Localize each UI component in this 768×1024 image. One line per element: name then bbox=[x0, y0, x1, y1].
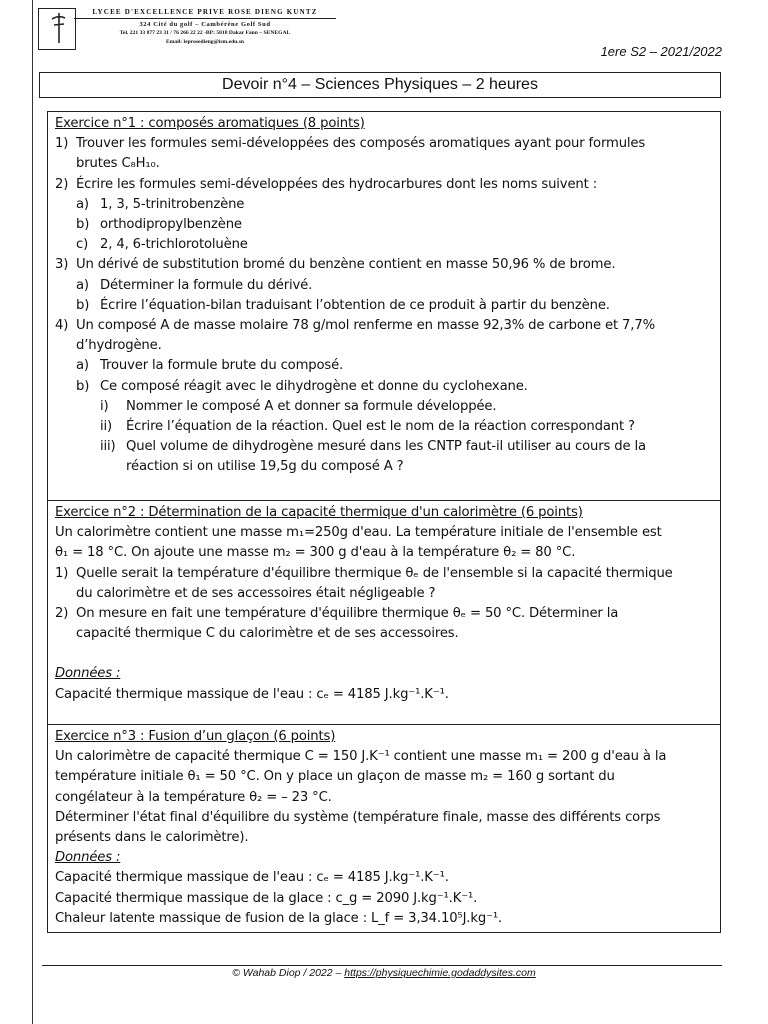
exercise-title: Exercice n°1 : composés aromatiques (8 points) bbox=[55, 116, 365, 131]
question-line bbox=[55, 377, 712, 397]
item-number: b) bbox=[76, 378, 90, 394]
item-number: 3) bbox=[55, 257, 69, 273]
page-margin-line bbox=[32, 0, 33, 1024]
question-line bbox=[55, 788, 712, 808]
exercise-1 bbox=[48, 112, 720, 501]
item-text: Écrire l’équation-bilan traduisant l’obtention de ce produit à partir du benzène. bbox=[100, 297, 610, 313]
footer-website-link[interactable]: https://physiquechimie.godaddysites.com bbox=[344, 967, 536, 979]
exercise-2 bbox=[48, 501, 720, 725]
school-email: Email: leprosedieng@ism.edu.sn bbox=[166, 39, 244, 45]
school-name: LYCEE D'EXCELLENCE PRIVE ROSE DIENG KUNTZ bbox=[92, 8, 318, 16]
item-text: 1, 3, 5-trinitrobenzène bbox=[100, 196, 245, 212]
question-line bbox=[55, 767, 712, 787]
data-label: Données : bbox=[55, 666, 121, 682]
question-line bbox=[55, 543, 712, 563]
item-text: Trouver la formule brute du composé. bbox=[100, 358, 344, 374]
data-line: Chaleur latente massique de fusion de la glace : L_f = 3,34.10⁵J.kg⁻¹. bbox=[55, 910, 503, 926]
question-line bbox=[55, 195, 712, 215]
item-number: 2) bbox=[55, 176, 69, 192]
item-number: b) bbox=[76, 217, 90, 233]
school-contact: Tel. 221 33 877 23 31 / 76 266 22 22 -BP: 5018 Dakar Fann – SENEGAL bbox=[119, 30, 291, 36]
item-number: ii) bbox=[100, 419, 113, 435]
item-number bbox=[55, 584, 76, 604]
item-text: orthodipropylbenzène bbox=[100, 217, 242, 233]
item-text: Déterminer l'état final d'équilibre du système (température finale, masse des différents corps bbox=[55, 809, 661, 825]
exercise-title: Exercice n°3 : Fusion d’un glaçon (6 points) bbox=[55, 729, 336, 744]
item-text: Trouver les formules semi-développées des composés aromatiques ayant pour formules bbox=[76, 136, 646, 152]
school-header bbox=[70, 8, 340, 47]
school-address: 324 Cité du golf – Cambérène Golf Sud bbox=[139, 21, 271, 28]
item-text: 2, 4, 6-trichlorotoluène bbox=[100, 237, 248, 253]
item-number: i) bbox=[100, 398, 109, 414]
spacer bbox=[55, 644, 712, 664]
item-number: a) bbox=[76, 277, 89, 293]
question-line bbox=[55, 417, 712, 437]
item-number: a) bbox=[76, 358, 89, 374]
item-text: du calorimètre et de ses accessoires était négligeable ? bbox=[76, 585, 436, 601]
item-number: 1) bbox=[55, 565, 69, 581]
question-line bbox=[55, 747, 712, 767]
item-text: Ce composé réagit avec le dihydrogène et donne du cyclohexane. bbox=[100, 378, 528, 394]
footer-rule bbox=[42, 965, 722, 966]
question-line bbox=[55, 296, 712, 316]
footer bbox=[0, 967, 768, 979]
item-number: a) bbox=[76, 196, 89, 212]
item-text: On mesure en fait une température d'équilibre thermique θₑ = 50 °C. Déterminer la bbox=[76, 606, 619, 622]
question-line bbox=[55, 523, 712, 543]
data-label: Données : bbox=[55, 850, 121, 866]
question-line bbox=[55, 397, 712, 417]
question-line bbox=[55, 134, 712, 154]
item-text: réaction si on utilise 19,5g du composé A ? bbox=[126, 459, 404, 475]
data-line: Capacité thermique massique de l'eau : cₑ = 4185 J.kg⁻¹.K⁻¹. bbox=[55, 870, 449, 886]
item-text: brutes C₈H₁₀. bbox=[76, 156, 160, 172]
question-line bbox=[55, 828, 712, 848]
item-number bbox=[55, 336, 76, 356]
item-text: Écrire les formules semi-développées des hydrocarbures dont les noms suivent : bbox=[76, 176, 597, 192]
item-number bbox=[55, 624, 76, 644]
exam-title: Devoir n°4 – Sciences Physiques – 2 heures bbox=[39, 72, 721, 98]
item-text: température initiale θ₁ = 50 °C. On y place un glaçon de masse m₂ = 160 g sortant du bbox=[55, 769, 615, 785]
exercise-3 bbox=[48, 725, 720, 932]
item-text: capacité thermique C du calorimètre et de ses accessoires. bbox=[76, 626, 459, 642]
question-line bbox=[55, 624, 712, 644]
question-line bbox=[55, 235, 712, 255]
item-number: 4) bbox=[55, 318, 69, 334]
item-text: Quelle serait la température d'équilibre thermique θₑ de l'ensemble si la capacité thermique bbox=[76, 565, 673, 581]
item-text: Nommer le composé A et donner sa formule développée. bbox=[126, 398, 497, 414]
question-line bbox=[55, 175, 712, 195]
question-line bbox=[55, 604, 712, 624]
data-line: Capacité thermique massique de l'eau : cₑ = 4185 J.kg⁻¹.K⁻¹. bbox=[55, 686, 449, 702]
question-line bbox=[55, 316, 712, 336]
question-line bbox=[55, 276, 712, 296]
question-line bbox=[55, 255, 712, 275]
item-number: 1) bbox=[55, 136, 69, 152]
item-text: Écrire l’équation de la réaction. Quel est le nom de la réaction correspondant ? bbox=[126, 419, 635, 435]
question-line bbox=[55, 437, 712, 457]
item-text: Un composé A de masse molaire 78 g/mol renferme en masse 92,3% de carbone et 7,7% bbox=[76, 318, 655, 334]
footer-author: © Wahab Diop / 2022 – bbox=[232, 967, 342, 979]
data-line: Capacité thermique massique de la glace : c_g = 2090 J.kg⁻¹.K⁻¹. bbox=[55, 890, 478, 906]
question-line bbox=[55, 336, 712, 356]
item-number bbox=[100, 457, 126, 477]
item-number: c) bbox=[76, 237, 89, 253]
question-line bbox=[55, 584, 712, 604]
class-reference: 1ere S2 – 2021/2022 bbox=[600, 44, 722, 59]
question-line bbox=[55, 808, 712, 828]
item-number bbox=[55, 154, 76, 174]
item-text: Un calorimètre contient une masse m₁=250g d'eau. La température initiale de l'ensemble est bbox=[55, 525, 662, 541]
question-line bbox=[55, 215, 712, 235]
header-rule bbox=[74, 18, 336, 19]
question-line bbox=[55, 457, 712, 477]
item-number: iii) bbox=[100, 439, 116, 455]
item-text: congélateur à la température θ₂ = – 23 °C. bbox=[55, 789, 332, 805]
item-text: Un calorimètre de capacité thermique C = 150 J.K⁻¹ contient une masse m₁ = 200 g d'eau à la bbox=[55, 749, 667, 765]
item-text: Un dérivé de substitution bromé du benzène contient en masse 50,96 % de brome. bbox=[76, 257, 616, 273]
item-text: Quel volume de dihydrogène mesuré dans les CNTP faut-il utiliser au cours de la bbox=[126, 439, 646, 455]
item-number: b) bbox=[76, 297, 90, 313]
item-text: Déterminer la formule du dérivé. bbox=[100, 277, 313, 293]
question-line bbox=[55, 154, 712, 174]
item-text: d’hydrogène. bbox=[76, 338, 162, 354]
exercises-frame bbox=[47, 111, 721, 933]
exercise-title: Exercice n°2 : Détermination de la capacité thermique d'un calorimètre (6 points) bbox=[55, 505, 583, 520]
question-line bbox=[55, 356, 712, 376]
question-line bbox=[55, 564, 712, 584]
item-text: θ₁ = 18 °C. On ajoute une masse m₂ = 300 g d'eau à la température θ₂ = 80 °C. bbox=[55, 545, 576, 561]
item-text: présents dans le calorimètre). bbox=[55, 830, 249, 846]
item-number: 2) bbox=[55, 606, 69, 622]
